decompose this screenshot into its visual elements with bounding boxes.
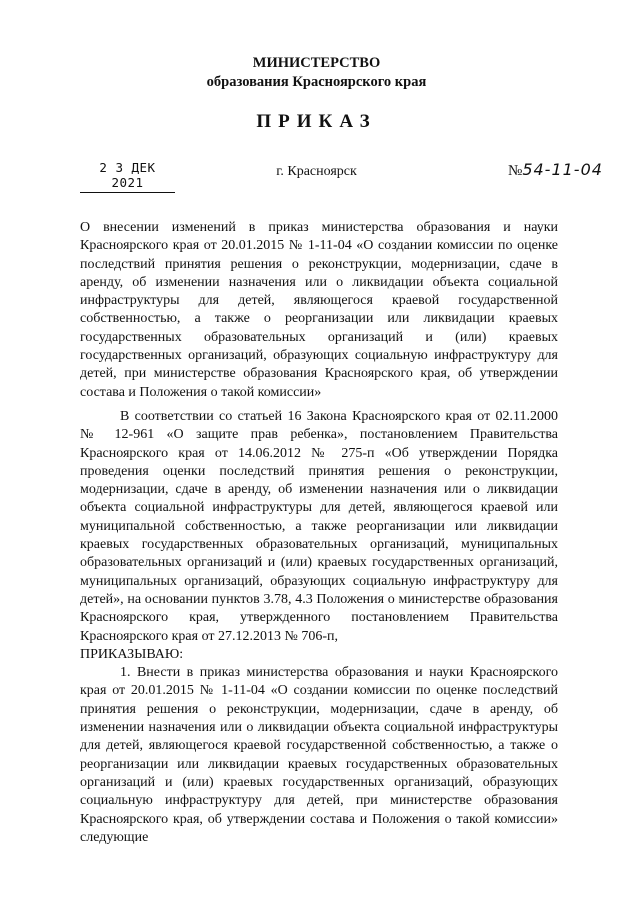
order-city: г. Красноярск [276,164,357,179]
order-body [80,408,558,847]
ministry-header [0,54,633,92]
handwritten-number: 54-11-04 [522,160,603,179]
number-sign: № [508,163,523,179]
order-date: 2 3 ДЕК 2021 [80,160,175,193]
preamble-paragraph: В соответствии со статьей 16 Закона Красноярского края от 02.11.2000 № 12-961 «О защите прав ребенка», постановлением Правительства Красноярского края от 14.06.2012 № 275-п «Об утверждении Порядка проведения оценки последствий принятия решения о реконструкции, модернизации, сдаче в аренду, об изменении назначения или о ликвидации объекта социальной инфраструктуры для детей, являющегося краевой или муниципальной собственностью, а также реорганизации или ликвидации краевых государственных образовательных организаций, муниципальных образовательных организаций и (или) краевых государственных организаций, муниципальных организаций, образующих социальную инфраструктуру для детей», на основании пунктов 3.78, 4.3 Положения о министерстве образования Красноярского края, утвержденного постановлением Правительства Красноярского края от 27.12.2013 № 706-п, [80,409,558,644]
order-title: ПРИКАЗ [256,111,377,132]
ministry-department: образования Красноярского края [206,74,427,90]
command-word: ПРИКАЗЫВАЮ: [80,646,184,662]
item-1-paragraph: 1. Внести в приказ министерства образования и науки Красноярского края от 20.01.2015 № 1-11-04 «О создании комиссии по оценке последствий принятия решения о реконструкции, модернизации, сдаче в аренду, об изменении назначения или о ликвидации объекта социальной инфраструктуры для детей, являющегося краевой государственной собственностью, а также о реорганизации или ликвидации краевых государственных образовательных организаций и (или) краевых государственных организаций, образующих социальную инфраструктуру для детей, при министерстве образования Красноярского края, об утверждении состава и Положения о такой комиссии» следующие [80,665,558,845]
order-number [508,160,603,180]
order-subject: О внесении изменений в приказ министерства образования и науки Красноярского края от 20.01.2015 № 1-11-04 «О создании комиссии по оценке последствий принятия решения о реконструкции, модернизации, сдаче в аренду, об изменении назначения или о ликвидации объекта социальной инфраструктуры для детей, являющегося краевой государственной собственностью, а также о реорганизации или ликвидации краевых государственных образовательных организаций и (или) краевых государственных организаций, образующих социальную инфраструктуру для детей, при министерстве образования Красноярского края, об утверждении состава и Положения о такой комиссии» [80,220,558,400]
ministry-name: МИНИСТЕРСТВО [252,55,381,71]
